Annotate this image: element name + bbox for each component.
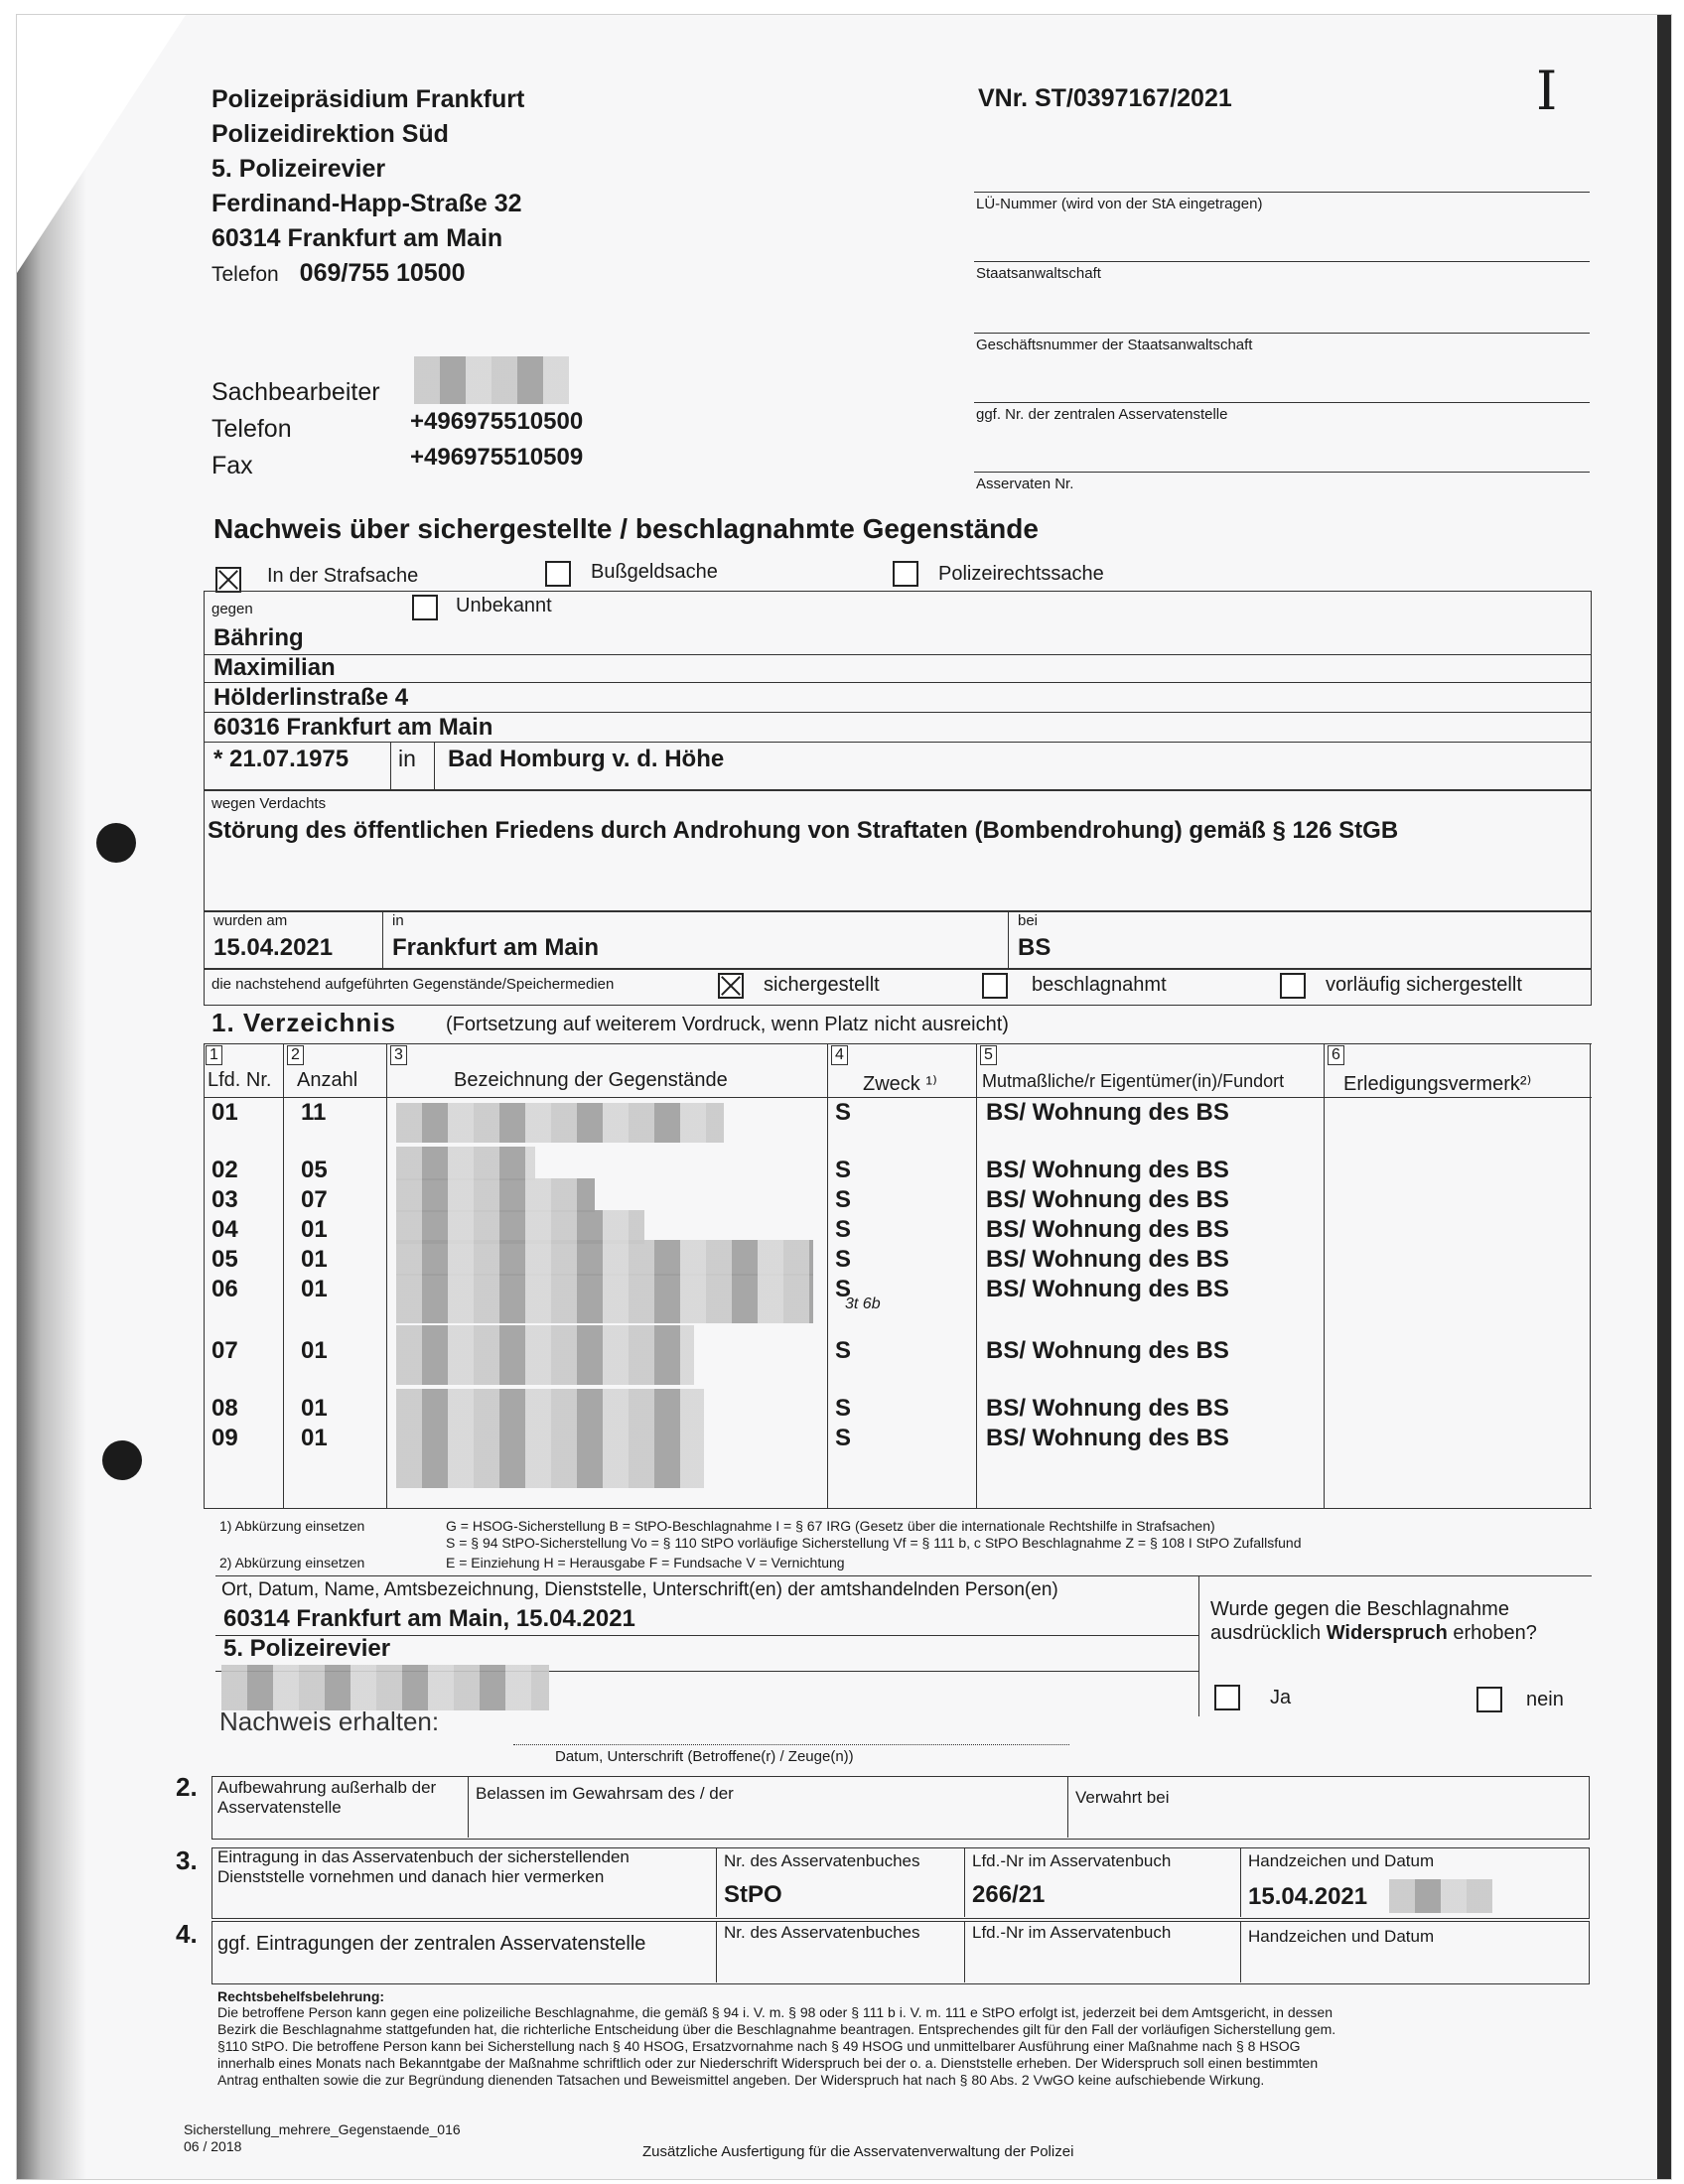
- suspicion-box: [204, 789, 1592, 912]
- punch-hole: [96, 823, 136, 863]
- legal-line: Bezirk die Beschlagnahme stattgefunden hat, die richterliche Entscheidung über die Beschlagnahme beantragen. Entsprechendes gilt für den Fall der vorläufigen Sicherstellung gem.: [217, 2021, 1336, 2037]
- row-quantity: 01: [301, 1216, 328, 1243]
- redacted-description: [396, 1389, 704, 1488]
- field-label: Asservaten Nr.: [976, 476, 1074, 492]
- column-number: 5: [980, 1045, 997, 1065]
- receipt-caption: Datum, Unterschrift (Betroffene(r) / Zeuge(n)): [555, 1748, 854, 1765]
- redacted-initials: [1389, 1879, 1492, 1913]
- row-quantity: 01: [301, 1425, 328, 1451]
- row-number: 04: [211, 1216, 238, 1243]
- row-number: 02: [211, 1157, 238, 1183]
- field-label: Geschäftsnummer der Staatsanwaltschaft: [976, 337, 1253, 353]
- unknown-label: Unbekannt: [456, 595, 552, 616]
- unknown-checkbox[interactable]: [412, 595, 438, 620]
- folded-corner: [17, 15, 186, 273]
- redacted-description: [396, 1210, 644, 1244]
- row-owner: BS/ Wohnung des BS: [986, 1246, 1229, 1273]
- section-2-label: Aufbewahrung außerhalb der Asservatenstelle: [217, 1778, 437, 1817]
- row-purpose: S: [835, 1337, 852, 1364]
- row-purpose: S: [835, 1246, 852, 1273]
- row-number: 08: [211, 1395, 238, 1422]
- column-number: 2: [287, 1045, 304, 1065]
- authority-line: Polizeipräsidium Frankfurt: [211, 85, 525, 113]
- secured-checkbox[interactable]: [718, 973, 744, 999]
- row-number: 05: [211, 1246, 238, 1273]
- legal-line: innerhalb eines Monats nach Bekanntgabe der Maßnahme schriftlich oder zur Niederschrift Widerspruch bei der o. a. Dienststelle erheben. Der Widerspruch soll einen bestimmten: [217, 2055, 1319, 2071]
- legal-line: Die betroffene Person kann gegen eine polizeiliche Beschlagnahme, die gemäß § 94 i. V. m. § 98 oder § 111 b i. V. m. 111 e StPO erfolgt ist, jederzeit bei dem Amtsgericht, in dessen: [217, 2004, 1333, 2020]
- row-owner: BS/ Wohnung des BS: [986, 1157, 1229, 1183]
- form-date: 06 / 2018: [184, 2138, 242, 2154]
- row-quantity: 01: [301, 1276, 328, 1302]
- row-purpose: S: [835, 1276, 852, 1302]
- scan-shadow: [17, 15, 86, 2179]
- row-owner: BS/ Wohnung des BS: [986, 1276, 1229, 1302]
- contact-fax: +496975510509: [410, 444, 584, 471]
- objection-yes-checkbox[interactable]: [1214, 1685, 1240, 1710]
- contact-numbers: [410, 404, 583, 476]
- row-owner: BS/ Wohnung des BS: [986, 1395, 1229, 1422]
- objection-no-checkbox[interactable]: [1476, 1687, 1502, 1712]
- contact-block: [211, 374, 380, 484]
- objection-keyword: Widerspruch: [1326, 1622, 1448, 1644]
- row-owner: BS/ Wohnung des BS: [986, 1337, 1229, 1364]
- document-page: [16, 14, 1672, 2180]
- objection-line1: Wurde gegen die Beschlagnahme: [1210, 1598, 1509, 1620]
- fine-label: Bußgeldsache: [591, 561, 718, 583]
- row-quantity: 07: [301, 1186, 328, 1213]
- section-2-number: 2.: [176, 1772, 198, 1802]
- entry-number: 266/21: [972, 1881, 1046, 1908]
- field-label: ggf. Nr. der zentralen Asservatenstelle: [976, 406, 1228, 423]
- book-no-label: Nr. des Asservatenbuches: [724, 1923, 920, 1942]
- form-id-block: [184, 2121, 461, 2155]
- criminal-checkbox[interactable]: [215, 567, 241, 593]
- contact-phone-label: Telefon: [211, 415, 292, 443]
- row-purpose: S: [835, 1216, 852, 1243]
- receipt-label: Nachweis erhalten:: [219, 1706, 440, 1736]
- redacted-description: [396, 1274, 813, 1323]
- copy-note: Zusätzliche Ausfertigung für die Asservatenverwaltung der Polizei: [642, 2143, 1074, 2160]
- row-quantity: 11: [301, 1099, 327, 1126]
- row-owner: BS/ Wohnung des BS: [986, 1099, 1229, 1126]
- birthplace: Bad Homburg v. d. Höhe: [448, 746, 725, 772]
- row-number: 09: [211, 1425, 238, 1451]
- field-label: Staatsanwaltschaft: [976, 265, 1101, 282]
- row-purpose: S: [835, 1157, 852, 1183]
- signature-line2: 5. Polizeirevier: [223, 1635, 391, 1662]
- clerk-label: Sachbearbeiter: [211, 378, 380, 406]
- column-number: 4: [831, 1045, 848, 1065]
- row-purpose: S: [835, 1099, 852, 1126]
- authority-block: [211, 82, 524, 292]
- provisional-label: vorläufig sichergestellt: [1326, 974, 1522, 996]
- objection-yes-label: Ja: [1270, 1687, 1292, 1708]
- margin-note: 3t 6b: [845, 1296, 881, 1312]
- entry-label: Lfd.-Nr im Asservatenbuch: [972, 1851, 1172, 1870]
- signature-line1: 60314 Frankfurt am Main, 15.04.2021: [223, 1605, 635, 1632]
- row-number: 03: [211, 1186, 238, 1213]
- entry-label: Lfd.-Nr im Asservatenbuch: [972, 1923, 1172, 1942]
- authority-line: Polizeidirektion Süd: [211, 120, 449, 148]
- at-label: bei: [1018, 912, 1039, 929]
- items-label: die nachstehend aufgeführten Gegenstände/Speichermedien: [211, 976, 615, 993]
- section-3-label: Eintragung in das Asservatenbuch der sicherstellenden Dienststelle vornehmen und danach hier vermerken: [217, 1847, 630, 1886]
- surname: Bähring: [213, 624, 304, 651]
- secured-label: sichergestellt: [764, 974, 880, 996]
- col-header-disposition: Erledigungsvermerk²⁾: [1343, 1073, 1532, 1095]
- row-owner: BS/ Wohnung des BS: [986, 1186, 1229, 1213]
- col-header-owner: Mutmaßliche/r Eigentümer(in)/Fundort: [982, 1071, 1285, 1091]
- row-owner: BS/ Wohnung des BS: [986, 1216, 1229, 1243]
- section-4-number: 4.: [176, 1919, 198, 1949]
- objection-text-c: erhoben?: [1447, 1622, 1537, 1644]
- birth-date: * 21.07.1975: [213, 746, 350, 772]
- footnote-1-label: 1) Abkürzung einsetzen: [219, 1518, 365, 1534]
- authority-line: Ferdinand-Happ-Straße 32: [211, 190, 522, 217]
- row-quantity: 05: [301, 1157, 328, 1183]
- confiscated-checkbox[interactable]: [982, 973, 1008, 999]
- authority-phone-label: Telefon: [211, 263, 279, 286]
- punch-hole: [102, 1440, 142, 1480]
- suspicion-text: Störung des öffentlichen Friedens durch Androhung von Straftaten (Bombendrohung) gemäß § 126 StGB: [208, 817, 1399, 844]
- footnote-2-label: 2) Abkürzung einsetzen: [219, 1555, 365, 1570]
- authority-line: 60314 Frankfurt am Main: [211, 224, 503, 252]
- redacted-description: [396, 1325, 694, 1385]
- authority-phone: 069/755 10500: [299, 259, 466, 287]
- column-number: 3: [390, 1045, 407, 1065]
- book-no-label: Nr. des Asservatenbuches: [724, 1851, 920, 1870]
- kept-label: Verwahrt bei: [1075, 1788, 1170, 1807]
- seizure-place: Frankfurt am Main: [392, 934, 600, 961]
- case-number: VNr. ST/0397167/2021: [978, 84, 1232, 112]
- handwritten-mark: I: [1536, 60, 1558, 122]
- redacted-description: [396, 1240, 813, 1276]
- sign-label: Handzeichen und Datum: [1248, 1927, 1435, 1946]
- objection-question: [1210, 1597, 1537, 1645]
- authority-line: 5. Polizeirevier: [211, 155, 386, 183]
- seizure-date: 15.04.2021: [213, 934, 334, 961]
- row-purpose: S: [835, 1186, 852, 1213]
- police-checkbox[interactable]: [893, 561, 918, 587]
- row-number: 07: [211, 1337, 238, 1364]
- col-header-description: Bezeichnung der Gegenstände: [454, 1069, 728, 1091]
- provisional-checkbox[interactable]: [1280, 973, 1306, 999]
- seizure-at: BS: [1018, 934, 1052, 961]
- objection-text-a: ausdrücklich: [1210, 1622, 1327, 1644]
- page-title: Nachweis über sichergestellte / beschlagnahmte Gegenstände: [213, 513, 1039, 544]
- redacted-description: [396, 1103, 724, 1143]
- footnote-1-line2: S = § 94 StPO-Sicherstellung Vo = § 110 StPO vorläufige Sicherstellung Vf = § 111 b, c StPO Beschlagnahme Z = § 108 I StPO Zufallsfund: [446, 1535, 1302, 1551]
- section-3-number: 3.: [176, 1845, 198, 1875]
- col-header-nr: Lfd. Nr.: [208, 1069, 272, 1091]
- row-quantity: 01: [301, 1395, 328, 1422]
- confiscated-label: beschlagnahmt: [1032, 974, 1167, 996]
- objection-no-label: nein: [1526, 1689, 1564, 1710]
- firstname: Maximilian: [213, 654, 336, 681]
- form-id: Sicherstellung_mehrere_Gegenstaende_016: [184, 2121, 461, 2137]
- legal-line: §110 StPO. Die betroffene Person kann bei Sicherstellung nach § 40 HSOG, Ersatzvornahme nach § 49 HSOG und unmittelbarer Ausführung einer Maßnahme nach § 8 HSOG: [217, 2038, 1301, 2054]
- police-label: Polizeirechtssache: [938, 563, 1104, 585]
- row-number: 01: [211, 1099, 238, 1126]
- footnote-2-line: E = Einziehung H = Herausgabe F = Fundsache V = Vernichtung: [446, 1555, 845, 1570]
- section-4-label: ggf. Eintragungen der zentralen Asservatenstelle: [217, 1933, 646, 1955]
- sign-label: Handzeichen und Datum: [1248, 1851, 1435, 1870]
- inventory-subheading: (Fortsetzung auf weiterem Vordruck, wenn Platz nicht ausreicht): [446, 1014, 1009, 1035]
- col-header-purpose: Zweck ¹⁾: [863, 1073, 937, 1095]
- redacted-signature: [221, 1665, 549, 1710]
- column-number: 1: [206, 1045, 222, 1065]
- street: Hölderlinstraße 4: [213, 684, 409, 711]
- redacted-description: [396, 1178, 595, 1212]
- row-purpose: S: [835, 1425, 852, 1451]
- date-label: wurden am: [213, 912, 288, 929]
- city: 60316 Frankfurt am Main: [213, 714, 493, 741]
- birthplace-label: in: [398, 746, 416, 771]
- sign-date: 15.04.2021: [1248, 1883, 1368, 1910]
- redacted-description: [396, 1147, 535, 1180]
- contact-fax-label: Fax: [211, 452, 253, 479]
- row-purpose: S: [835, 1395, 852, 1422]
- footnote-1-line1: G = HSOG-Sicherstellung B = StPO-Beschlagnahme I = § 67 IRG (Gesetz über die internationale Rechtshilfe in Strafsachen): [446, 1518, 1215, 1534]
- row-quantity: 01: [301, 1337, 328, 1364]
- field-label: LÜ-Nummer (wird von der StA eingetragen): [976, 196, 1263, 212]
- fine-checkbox[interactable]: [545, 561, 571, 587]
- suspicion-label: wegen Verdachts: [211, 795, 327, 812]
- criminal-label: In der Strafsache: [267, 565, 419, 587]
- legal-heading: Rechtsbehelfsbelehrung:: [217, 1988, 385, 2004]
- column-number: 6: [1328, 1045, 1344, 1065]
- book-no: StPO: [724, 1881, 782, 1908]
- inventory-heading: 1. Verzeichnis: [211, 1008, 396, 1037]
- row-number: 06: [211, 1276, 238, 1302]
- custody-label: Belassen im Gewahrsam des / der: [476, 1784, 734, 1803]
- signature-label: Ort, Datum, Name, Amtsbezeichnung, Dienststelle, Unterschrift(en) der amtshandelnden Person(en): [221, 1579, 1058, 1600]
- scan-edge: [1657, 15, 1671, 2179]
- legal-line: Antrag enthalten sowie die zur Begründung dienenden Tatsachen und Beweismittel angeben. Der Widerspruch hat nach § 80 Abs. 2 VwGO keine aufschiebende Wirkung.: [217, 2072, 1265, 2088]
- row-quantity: 01: [301, 1246, 328, 1273]
- redacted-name: [414, 356, 569, 404]
- col-header-qty: Anzahl: [297, 1069, 358, 1091]
- row-owner: BS/ Wohnung des BS: [986, 1425, 1229, 1451]
- against-label: gegen: [211, 601, 253, 617]
- place-label: in: [392, 912, 404, 929]
- contact-phone: +496975510500: [410, 408, 584, 435]
